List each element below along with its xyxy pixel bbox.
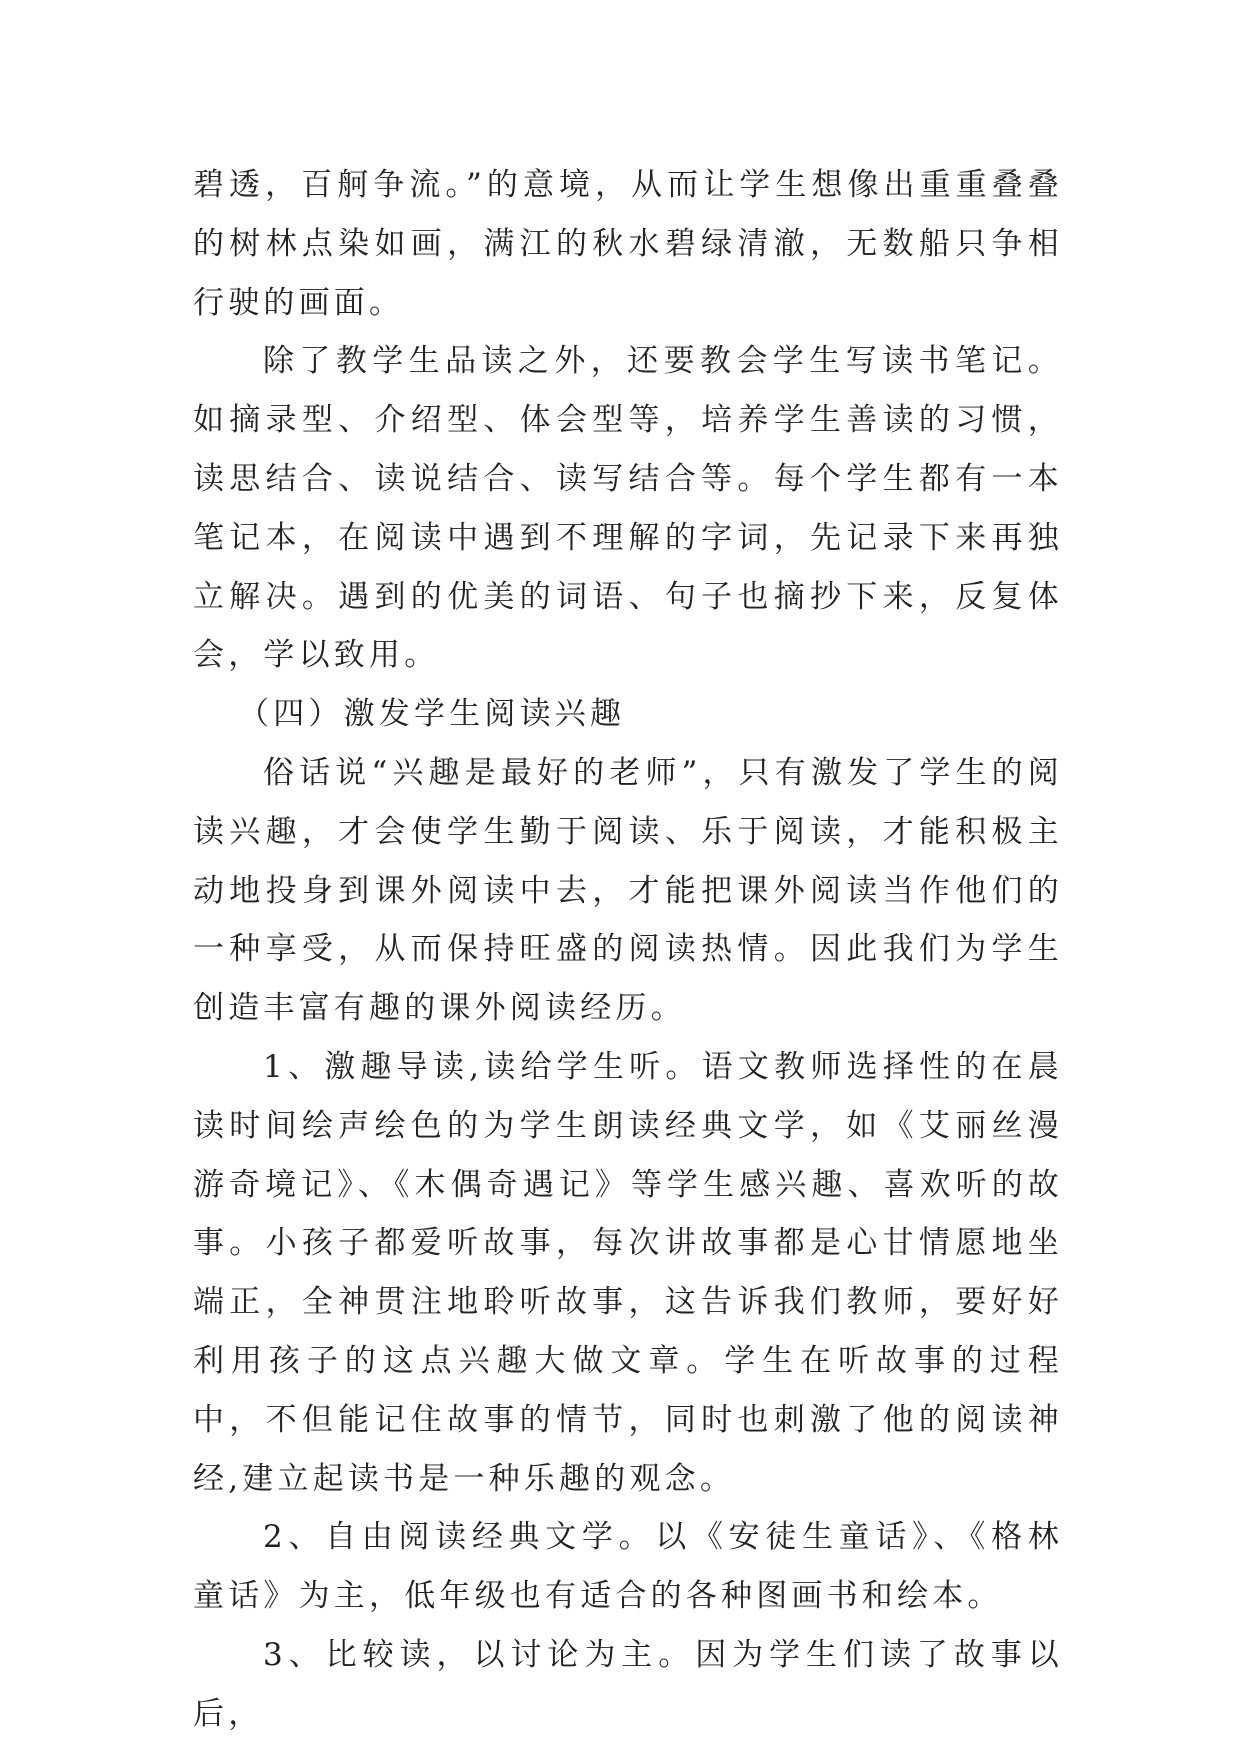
document-body	[193, 156, 1063, 1744]
paragraph-reading-notes: 除了教学生品读之外，还要教会学生写读书笔记。如摘录型、介绍型、体会型等，培养学生善读的习惯，读思结合、读说结合、读写结合等。每个学生都有一本笔记本，在阅读中遇到不理解的字词，先记录下来再独立解决。遇到的优美的词语、句子也摘抄下来，反复体会，学以致用。	[193, 343, 1063, 674]
paragraph-item-1: 1、激趣导读,读给学生听。语文教师选择性的在晨读时间绘声绘色的为学生朗读经典文学，如《艾丽丝漫游奇境记》、《木偶奇遇记》等学生感兴趣、喜欢听的故事。小孩子都爱听故事，每次讲故事都是心甘情愿地坐端正，全神贯注地聆听故事，这告诉我们教师，要好好利用孩子的这点兴趣大做文章。学生在听故事的过程中，不但能记住故事的情节，同时也刺激了他的阅读神经,建立起读书是一种乐趣的观念。	[193, 1048, 1063, 1497]
paragraph-continuation: 碧透，百舸争流。”的意境，从而让学生想像出重重叠叠的树林点染如画，满江的秋水碧绿清澈，无数船只争相行驶的画面。	[193, 167, 1063, 321]
paragraph-interest: 俗话说“兴趣是最好的老师”，只有激发了学生的阅读兴趣，才会使学生勤于阅读、乐于阅读，才能积极主动地投身到课外阅读中去，才能把课外阅读当作他们的一种享受，从而保持旺盛的阅读热情。因此我们为学生创造丰富有趣的课外阅读经历。	[193, 754, 1063, 1027]
paragraph-item-2: 2、自由阅读经典文学。以《安徒生童话》、《格林童话》为主，低年级也有适合的各种图画书和绘本。	[193, 1519, 1063, 1615]
section-heading-four: （四）激发学生阅读兴趣	[238, 696, 626, 733]
paragraph-item-3: 3、比较读，以讨论为主。因为学生们读了故事以后，	[193, 1636, 1063, 1732]
